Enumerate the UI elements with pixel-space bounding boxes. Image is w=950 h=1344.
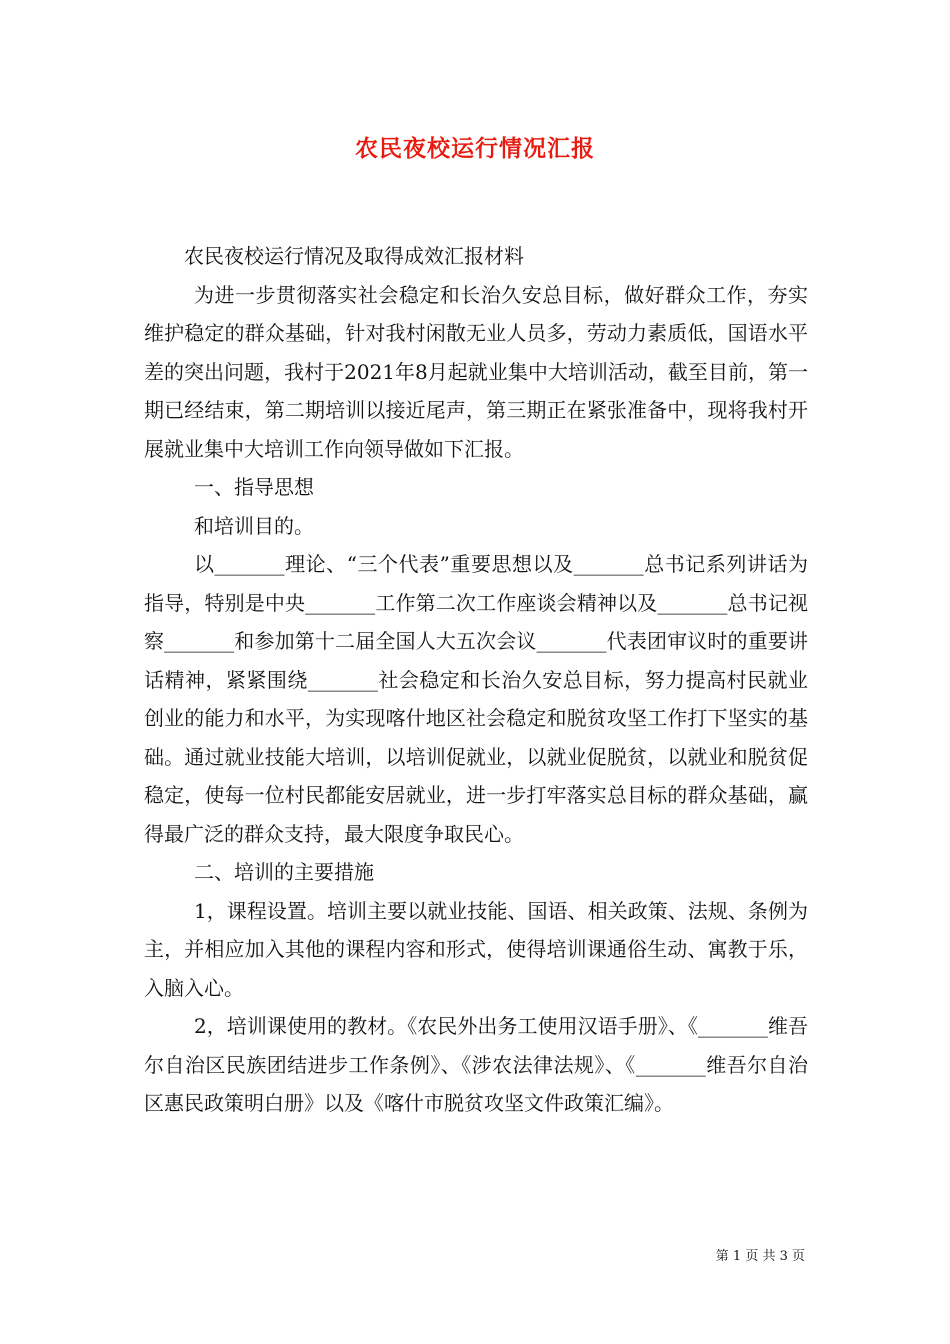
measure-course-paragraph: 1，课程设置。培训主要以就业技能、国语、相关政策、法规、条例为主，并相应加入其他的课程内容和形式，使得培训课通俗生动、寓教于乐，入脑入心。: [144, 898, 808, 1000]
section-heading-measures: 二、培训的主要措施: [194, 860, 374, 884]
document-title: 农民夜校运行情况汇报: [355, 135, 595, 162]
measure-materials-paragraph: 2，培训课使用的教材。《农民外出务工使用汉语手册》、《_______维吾尔自治区民族团结进步工作条例》、《涉农法律法规》、《_______维吾尔自治区惠民政策明白册》以及《喀什市脱贫攻坚文件政策汇编》。: [144, 1014, 808, 1115]
subtitle-paragraph: 农民夜校运行情况及取得成效汇报材料: [184, 244, 524, 268]
page-number: 第 1 页 共 3 页: [715, 1249, 805, 1264]
intro-paragraph: 为进一步贯彻落实社会稳定和长治久安总目标，做好群众工作，夯实维护稳定的群众基础，针对我村闲散无业人员多，劳动力素质低，国语水平差的突出问题，我村于2021年8月起就业集中大培训活动，截至目前，第一期已经结束，第二期培训以接近尾声，第三期正在紧张准备中，现将我村开展就业集中大培训工作向领导做如下汇报。: [144, 282, 808, 461]
section-heading-guiding-thought: 一、指导思想: [194, 475, 314, 499]
section-heading-continuation: 和培训目的。: [194, 513, 314, 538]
document-body: [144, 237, 808, 1123]
guiding-thought-paragraph: 以_______理论、“三个代表”重要思想以及_______总书记系列讲话为指导，特别是中央_______工作第二次工作座谈会精神以及_______总书记视察_______和参加第十二届全国人大五次会议_______代表团审议时的重要讲话精神，紧紧围绕_______社会稳定和长治久安总目标，努力提高村民就业创业的能力和水平，为实现喀什地区社会稳定和脱贫攻坚工作打下坚实的基础。通过就业技能大培训，以培训促就业，以就业促脱贫，以就业和脱贫促稳定，使每一位村民都能安居就业，进一步打牢落实总目标的群众基础，赢得最广泛的群众支持，最大限度争取民心。: [144, 552, 808, 846]
